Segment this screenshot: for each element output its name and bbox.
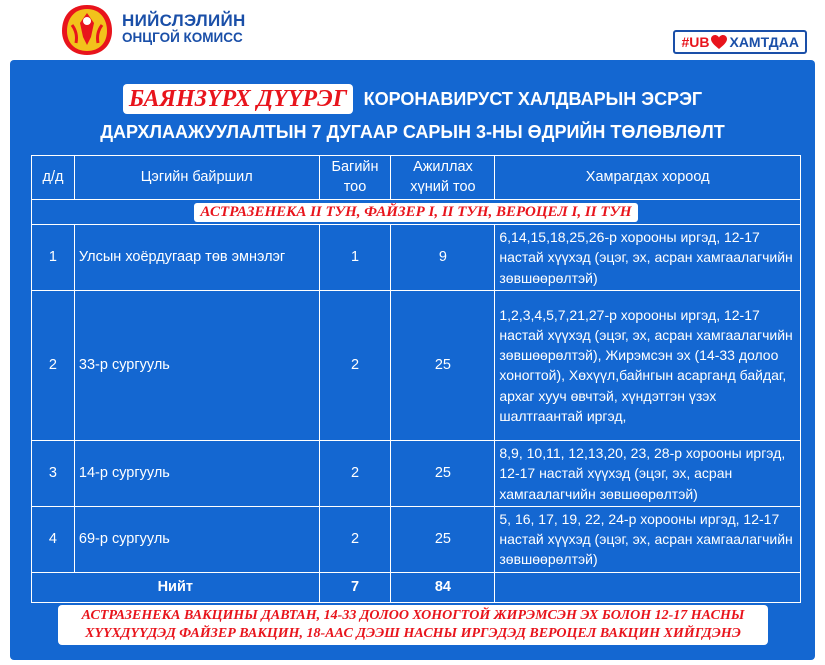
header-coverage: Хамрагдах хороод [495,156,801,200]
vaccine-doses-label: АСТРАЗЕНЕКА II ТУН, ФАЙЗЕР I, II ТУН, ВЕРОЦЕЛ I, II ТУН [194,203,637,222]
row-teams: 2 [319,440,391,506]
row-coverage: 5, 16, 17, 19, 22, 24-р хорооны иргэд, 12-17 настай хүүхэд (эцэг, эх, асран хамгаалагчийн зөвшөөрөлтэй) [495,506,801,572]
hashtag-prefix: #UB [681,34,710,50]
header-workers-line2: хүний тоо [410,178,476,195]
footer-note [58,605,768,645]
row-num: 4 [32,506,75,572]
row-teams: 2 [319,290,391,440]
district-label: БАЯНЗҮРХ ДҮҮРЭГ [123,84,353,114]
row-workers: 25 [391,506,495,572]
row-location: 14-р сургууль [74,440,319,506]
row-coverage: 8,9, 10,11, 12,13,20, 23, 28-р хорооны иргэд, 12-17 настай хүүхэд (эцэг, эх, асран хамгаалагчийн зөвшөөрөлтэй) [495,440,801,506]
row-workers: 25 [391,290,495,440]
header-teams-line1: Багийн [331,158,379,175]
header-teams-line2: тоо [343,178,367,195]
header-workers-line1: Ажиллах [413,158,473,175]
header-workers [391,156,495,200]
row-teams: 1 [319,225,391,291]
title-line-1-text: КОРОНАВИРУСТ ХАЛДВАРЫН ЭСРЭГ [363,88,703,109]
row-num: 3 [32,440,75,506]
row-location: 69-р сургууль [74,506,319,572]
table-row [32,440,801,506]
header-teams [319,156,391,200]
section-cell [32,200,801,225]
organization-name [122,12,246,45]
city-emblem-icon [58,3,116,57]
row-location: Улсын хоёрдугаар төв эмнэлэг [74,225,319,291]
hashtag-suffix: ХАМТДАА [729,34,799,50]
row-teams: 2 [319,506,391,572]
header-num: д/д [32,156,75,200]
table-header-row [32,156,801,200]
title-line-2: ДАРХЛААЖУУЛАЛТЫН 7 ДУГААР САРЫН 3-НЫ ӨДРИЙН ТӨЛӨВЛӨЛТ [100,122,725,142]
total-teams: 7 [319,572,391,602]
table-row [32,290,801,440]
row-workers: 9 [391,225,495,291]
org-line-2: ОНЦГОЙ КОМИСС [122,30,243,45]
row-num: 1 [32,225,75,291]
row-location: 33-р сургууль [74,290,319,440]
hashtag-badge [673,30,807,54]
row-workers: 25 [391,440,495,506]
org-line-1: НИЙСЛЭЛИЙН [122,11,246,30]
table-row [32,225,801,291]
title-line-1 [10,84,815,114]
total-coverage-empty [495,572,801,602]
schedule-panel [10,60,815,660]
table-row [32,506,801,572]
vaccination-schedule-table [31,155,801,603]
header-location: Цэгийн байршил [74,156,319,200]
section-row [32,200,801,225]
footer-line-1: АСТРАЗЕНЕКА ВАКЦИНЫ ДАВТАН, 14-33 ДОЛОО ХОНОГТОЙ ЖИРЭМСЭН ЭХ БОЛОН 12-17 НАСНЫ [81,608,745,623]
total-workers: 84 [391,572,495,602]
row-coverage: 6,14,15,18,25,26-р хорооны иргэд, 12-17 настай хүүхэд (эцэг, эх, асран хамгаалагчийн зөвшөөрөлтэй) [495,225,801,291]
row-num: 2 [32,290,75,440]
total-label: Нийт [32,572,320,602]
row-coverage: 1,2,3,4,5,7,21,27-р хорооны иргэд, 12-17 настай хүүхэд (эцэг, эх, асран хамгаалагчийн зөвшөөрөлтэй), Жирэмсэн эх (14-33 долоо хоногтой), Хөхүүл,байнгын асарганд байдаг, архаг хууч өвчтэй, хүндэтгэн үзэх шалтгаантай иргэд, [495,290,801,440]
total-row [32,572,801,602]
page-header [0,0,825,60]
footer-line-2: ХҮҮХДҮҮДЭД ФАЙЗЕР ВАКЦИН, 18-ААС ДЭЭШ НАСНЫ ИРГЭДЭД ВЕРОЦЕЛ ВАКЦИН ХИЙГДЭНЭ [85,626,741,641]
heart-icon [710,34,728,50]
